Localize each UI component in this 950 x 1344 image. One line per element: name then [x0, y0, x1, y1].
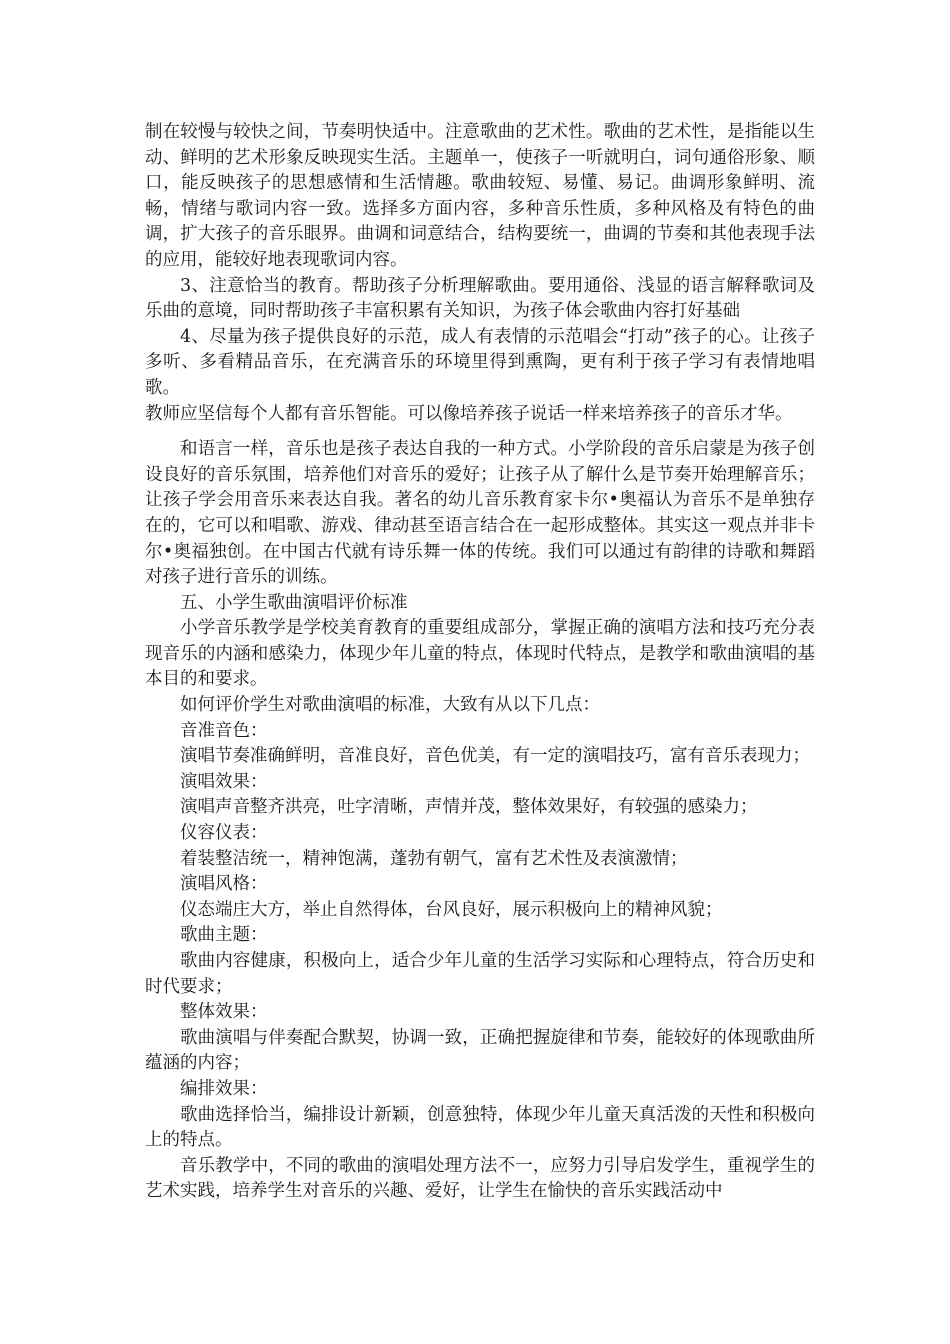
- criterion-text-pitch-timbre: 演唱节奏准确鲜明，音准良好，音色优美，有一定的演唱技巧，富有音乐表现力；: [180, 746, 810, 767]
- criterion-text-style: 仪态端庄大方，举止自然得体，台风良好，展示积极向上的精神风貌；: [180, 899, 723, 920]
- criterion-text-singing-effect: 演唱声音整齐洪亮，吐字清晰，声情并茂，整体效果好，有较强的感染力；: [180, 797, 758, 818]
- criterion-label-singing-effect: 演唱效果：: [180, 771, 268, 792]
- criterion-text-appearance: 着装整洁统一，精神饱满，蓬勃有朝气，富有艺术性及表演激情；: [180, 848, 688, 869]
- section-heading-evaluation: 五、小学生歌曲演唱评价标准: [180, 592, 408, 613]
- criterion-text-arrangement: 歌曲选择恰当，编排设计新颖，创意独特，体现少年儿童天真活泼的天性和积极向上的特点。: [145, 1104, 815, 1151]
- criterion-label-theme: 歌曲主题：: [180, 925, 268, 946]
- criterion-label-overall: 整体效果：: [180, 1002, 268, 1023]
- criterion-label-appearance: 仪容仪表：: [180, 823, 268, 844]
- paragraph-music-teaching: 小学音乐教学是学校美育教育的重要组成部分，掌握正确的演唱方法和技巧充分表现音乐的内涵和感染力，体现少年儿童的特点，体现时代特点，是教学和歌曲演唱的基本目的和要求。: [145, 618, 815, 690]
- paragraph-closing: 音乐教学中，不同的歌曲的演唱处理方法不一，应努力引导启发学生，重视学生的艺术实践，培养学生对音乐的兴趣、爱好，让学生在愉快的音乐实践活动中: [145, 1155, 815, 1202]
- criterion-label-style: 演唱风格：: [180, 874, 268, 895]
- document-body: [145, 120, 815, 1205]
- paragraph-point-3: 3、注意恰当的教育。帮助孩子分析理解歌曲。要用通俗、浅显的语言解释歌词及乐曲的意境，同时帮助孩子丰富积累有关知识，为孩子体会歌曲内容打好基础: [145, 275, 815, 322]
- paragraph-song-artistry: 制在较慢与较快之间，节奏明快适中。注意歌曲的艺术性。歌曲的艺术性，是指能以生动、鲜明的艺术形象反映现实生活。主题单一，使孩子一听就明白，词句通俗形象、顺口，能反映孩子的思想感情和生活情趣。歌曲较短、易懂、易记。曲调形象鲜明、流畅，情绪与歌词内容一致。选择多方面内容，多种音乐性质，多种风格及有特色的曲调，扩大孩子的音乐眼界。曲调和词意结合，结构要统一，曲调的节奏和其他表现手法的应用，能较好地表现歌词内容。: [145, 122, 815, 270]
- criterion-label-pitch-timbre: 音准音色：: [180, 720, 268, 741]
- paragraph-point-4: 4、尽量为孩子提供良好的示范，成人有表情的示范唱会“打动”孩子的心。让孩子多听、多看精品音乐，在充满音乐的环境里得到熏陶，更有利于孩子学习有表情地唱歌。: [145, 326, 815, 398]
- paragraph-music-expression: 和语言一样，音乐也是孩子表达自我的一种方式。小学阶段的音乐启蒙是为孩子创设良好的音乐氛围，培养他们对音乐的爱好；让孩子从了解什么是节奏开始理解音乐；让孩子学会用音乐来表达自我。著名的幼儿音乐教育家卡尔•奥福认为音乐不是单独存在的，它可以和唱歌、游戏、律动甚至语言结合在一起形成整体。其实这一观点并非卡尔•奥福独创。在中国古代就有诗乐舞一体的传统。我们可以通过有韵律的诗歌和舞蹈对孩子进行音乐的训练。: [145, 439, 815, 588]
- criterion-text-theme: 歌曲内容健康，积极向上，适合少年儿童的生活学习实际和心理特点，符合历史和时代要求；: [145, 951, 815, 997]
- criterion-label-arrangement: 编排效果：: [180, 1078, 268, 1099]
- paragraph-evaluation-intro: 如何评价学生对歌曲演唱的标准，大致有从以下几点：: [180, 695, 600, 716]
- criterion-text-overall: 歌曲演唱与伴奏配合默契，协调一致，正确把握旋律和节奏，能较好的体现歌曲所蕴涵的内容；: [145, 1027, 815, 1074]
- paragraph-teacher-belief: 教师应坚信每个人都有音乐智能。可以像培养孩子说话一样来培养孩子的音乐才华。: [145, 403, 793, 424]
